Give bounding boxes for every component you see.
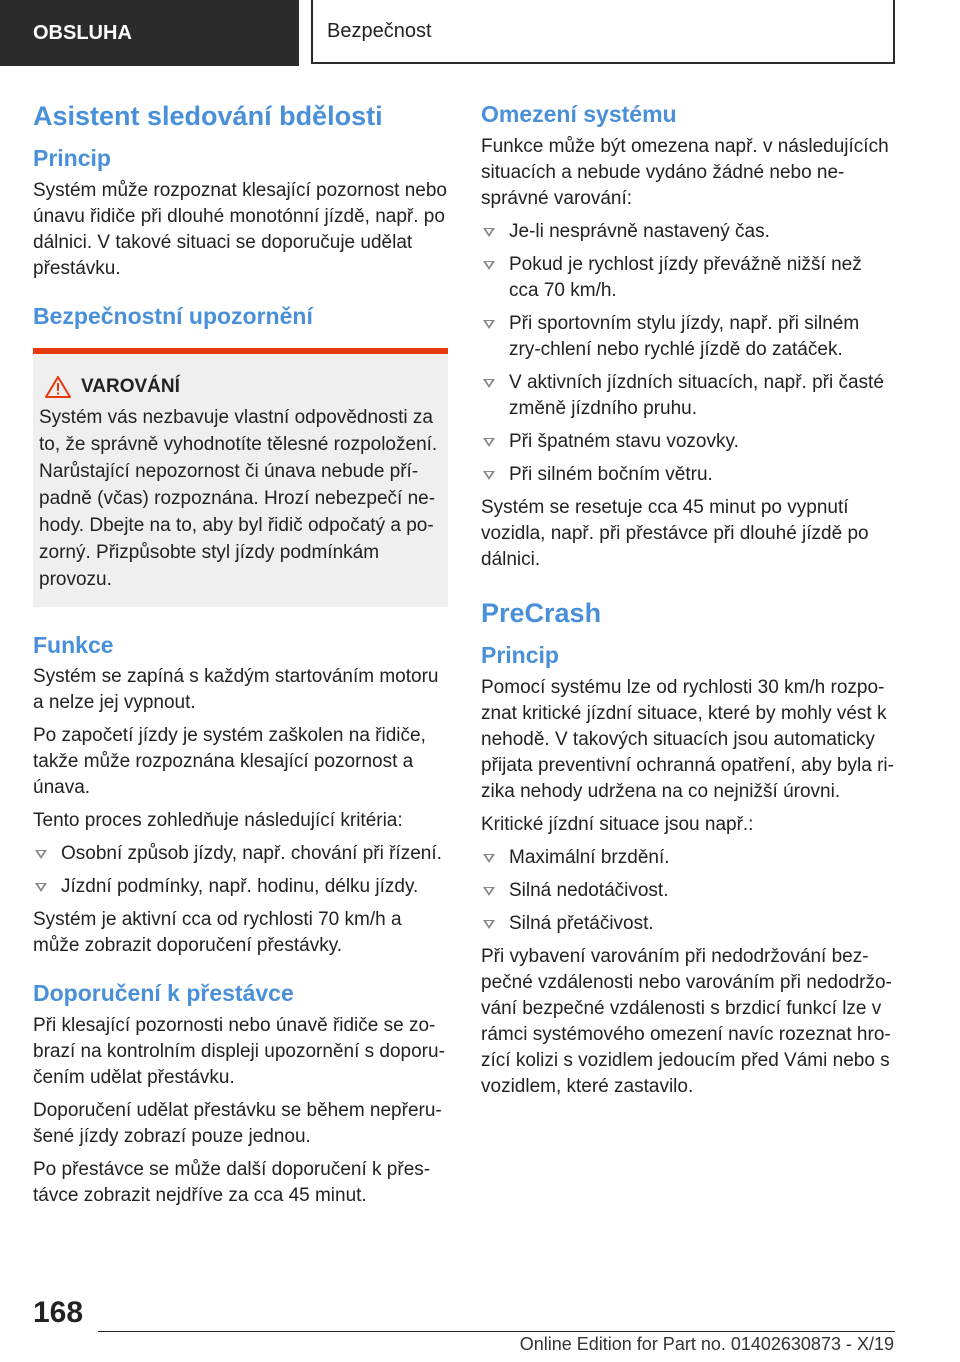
criteria-list	[33, 841, 448, 900]
right-column	[481, 100, 896, 1107]
princip-text: Systém může rozpoznat klesající pozornost nebo únavu řidiče při dlouhé monotónní jízdě, např. po dálnici. V takové situaci se doporučuje udělat přestávku.	[33, 179, 447, 279]
bullet-triangle-icon	[483, 379, 495, 388]
list-item: Osobní způsob jízdy, např. chování při řízení.	[33, 841, 448, 867]
doporuceni-paragraph: Po přestávce se může další doporučení k přes-távce zobrazit nejdříve za cca 45 minut.	[33, 1159, 431, 1207]
bullet-triangle-icon	[483, 471, 495, 480]
chapter-label: Bezpečnost	[311, 0, 895, 64]
list-item: Pokud je rychlost jízdy převážně nižší než cca 70 km/h.	[481, 252, 896, 304]
funkce-paragraph: Tento proces zohledňuje následující kritéria:	[33, 810, 403, 832]
list-item: Při špatném stavu vozovky.	[481, 429, 896, 455]
bullet-triangle-icon	[35, 883, 47, 892]
warning-text: Systém vás nezbavuje vlastní odpovědnosti za to, že správně vyhodnotíte tělesné rozpoložení. Narůstající nepozornost či únava nebude pří-padně (včas) rozpoznána. Hrozí nebezpečí ne-hody. Dbejte na to, aby byl řidič odpočatý a po-zorný. Přizpůsobte styl jízdy podmínkám provozu.	[39, 406, 438, 590]
warning-title: VAROVÁNÍ	[81, 375, 180, 397]
warning-box	[33, 348, 448, 607]
bullet-triangle-icon	[483, 320, 495, 329]
list-item: V aktivních jízdních situacích, např. při časté změně jízdního pruhu.	[481, 370, 896, 422]
footer-divider	[98, 1331, 895, 1332]
list-item: Jízdní podmínky, např. hodinu, délku jízdy.	[33, 874, 448, 900]
bullet-triangle-icon	[483, 920, 495, 929]
bullet-triangle-icon	[483, 261, 495, 270]
funkce-paragraph: Systém se zapíná s každým startováním motoru a nelze jej vypnout.	[33, 666, 439, 714]
page-header	[0, 0, 960, 66]
section-title: Asistent sledování bdělosti	[33, 101, 383, 131]
section-tab: OBSLUHA	[0, 0, 299, 66]
omezeni-intro: Funkce může být omezena např. v následujících situacích a nebude vydáno žádné nebo ne-správné varování:	[481, 135, 889, 209]
list-item: Při sportovním stylu jízdy, např. při silném zry-chlení nebo rychlé jízdě do zatáček.	[481, 311, 896, 363]
omezeni-heading: Omezení systému	[481, 101, 677, 127]
princip-heading: Princip	[33, 144, 111, 171]
funkce-paragraph: Po započetí jízdy je systém zaškolen na řidiče, takže může rozpoznána klesající pozornost a únava.	[33, 725, 426, 799]
list-item: Maximální brzdění.	[481, 845, 896, 871]
bullet-triangle-icon	[483, 887, 495, 896]
doporuceni-heading: Doporučení k přestávce	[33, 980, 294, 1007]
edition-label: Online Edition for Part no. 01402630873 - X/19	[519, 1334, 894, 1354]
list-item: Silná nedotáčivost.	[481, 878, 896, 904]
precrash-final-text: Při vybavení varováním při nedodržování bez-pečné vzdálenosti nebo varováním při nedodržo-vání bezpečné vzdálenosti s brzdicí funkcí lze v rámci systémového omezení navíc rozeznat hro-zící kolizi s vozidlem jedoucím před Vámi nebo s vozidlem, které zastavilo.	[481, 945, 892, 1097]
list-item: Silná přetáčivost.	[481, 911, 896, 937]
safety-heading: Bezpečnostní upozornění	[33, 302, 313, 329]
bullet-triangle-icon	[35, 850, 47, 859]
precrash-title: PreCrash	[481, 597, 602, 628]
bullet-triangle-icon	[483, 854, 495, 863]
precrash-princip-heading: Princip	[481, 641, 559, 668]
list-item: Při silném bočním větru.	[481, 462, 896, 488]
left-column	[33, 100, 448, 1216]
doporuceni-paragraph: Doporučení udělat přestávku se během nepřeru-šené jízdy zobrazí pouze jednou.	[33, 1100, 442, 1148]
page-number: 168	[33, 1296, 84, 1329]
omezeni-list	[481, 219, 896, 488]
funkce-paragraph: Systém je aktivní cca od rychlosti 70 km/h a může zobrazit doporučení přestávky.	[33, 909, 402, 957]
bullet-triangle-icon	[483, 438, 495, 447]
precrash-princip-text: Pomocí systému lze od rychlosti 30 km/h rozpo-znat kritické jízdní situace, které by mohly vést k nehodě. V takových situacích jsou automaticky přijata preventivní ochranná opatření, aby byla ri-zika nehody udržena na co nejnižší úrovni.	[481, 676, 894, 802]
omezeni-outro: Systém se resetuje cca 45 minut po vypnutí vozidla, např. při přestávce při dlouhé jízdě po dálnici.	[481, 496, 869, 570]
bullet-triangle-icon	[483, 228, 495, 237]
doporuceni-paragraph: Při klesající pozornosti nebo únavě řidiče se zo-brazí na kontrolním displeji upozornění s doporu-čením udělat přestávku.	[33, 1015, 445, 1089]
warning-triangle-icon	[45, 376, 71, 398]
warning-header	[39, 376, 440, 398]
funkce-heading: Funkce	[33, 631, 114, 658]
kriticke-intro: Kritické jízdní situace jsou např.:	[481, 813, 754, 835]
list-item: Je-li nesprávně nastavený čas.	[481, 219, 896, 245]
kriticke-list	[481, 845, 896, 937]
